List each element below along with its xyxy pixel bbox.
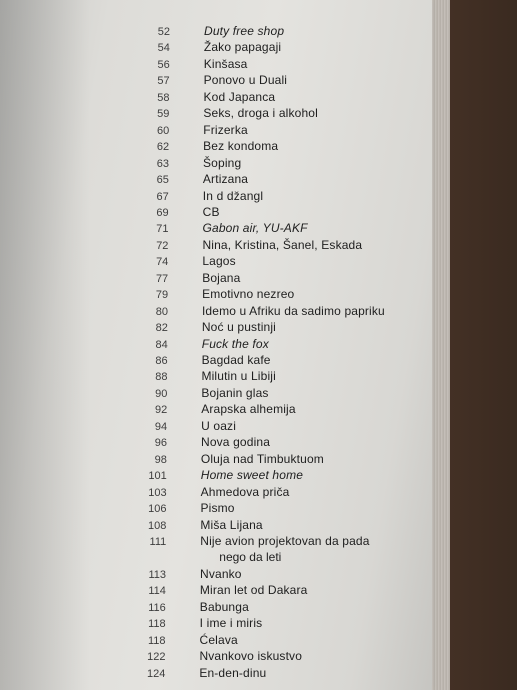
toc-page-number: 122 xyxy=(147,651,166,664)
toc-page-number: 77 xyxy=(155,272,169,285)
toc-chapter-title: En-den-dinu xyxy=(199,665,267,680)
toc-page-number: 57 xyxy=(157,75,170,88)
toc-page-number: 82 xyxy=(155,322,168,335)
toc-page-number: 72 xyxy=(156,239,169,252)
toc-page-number: 54 xyxy=(157,42,170,55)
toc-chapter-title: Miša Lijana xyxy=(200,517,263,532)
toc-chapter-title: Frizerka xyxy=(203,122,248,137)
toc-page-number: 65 xyxy=(156,174,169,187)
toc-page-number: 116 xyxy=(148,601,166,614)
toc-page-number: 118 xyxy=(148,618,166,631)
toc-chapter-title: Fuck the fox xyxy=(201,336,269,351)
toc-page-number: 113 xyxy=(148,568,167,581)
toc-page-number: 63 xyxy=(156,157,170,170)
toc-page-number: 114 xyxy=(148,585,166,598)
toc-chapter-title: Noć u pustinji xyxy=(201,320,276,335)
toc-chapter-title: Miran let od Dakara xyxy=(199,583,308,598)
toc-page-number: 60 xyxy=(157,124,170,137)
toc-chapter-title: Emotivno nezreo xyxy=(202,287,295,302)
toc-chapter-title: CB xyxy=(202,204,220,219)
toc-chapter-title: Pismo xyxy=(200,501,235,516)
toc-page-number: 118 xyxy=(148,634,166,647)
toc-page-number: 59 xyxy=(157,108,170,121)
toc-chapter-title: Idemo u Afriku da sadimo papriku xyxy=(201,303,385,318)
toc-chapter-title: U oazi xyxy=(201,418,237,433)
toc-chapter-title: Seks, droga i alkohol xyxy=(203,106,318,121)
toc-page-number: 101 xyxy=(148,470,167,483)
toc-page-number: 92 xyxy=(154,404,168,417)
toc-chapter-title: Bojanin glas xyxy=(201,385,269,400)
toc-page-number: 80 xyxy=(155,305,168,318)
toc-chapter-title-continuation: nego da leti xyxy=(219,550,282,565)
toc-chapter-title: Home sweet home xyxy=(200,468,304,483)
toc-chapter-title: Bez kondoma xyxy=(203,139,279,154)
toc-chapter-title: Ponovo u Duali xyxy=(203,73,288,88)
toc-page-number: 124 xyxy=(146,667,166,680)
toc-page-number: 86 xyxy=(155,355,168,367)
toc-chapter-title: Artizana xyxy=(202,172,249,187)
toc-page-number: 94 xyxy=(154,420,168,433)
toc-page-number: 74 xyxy=(156,256,169,269)
toc-page-number: 96 xyxy=(154,437,167,450)
toc-page-number: 111 xyxy=(149,535,167,548)
toc-chapter-title: Milutin u Libiji xyxy=(201,369,276,384)
toc-chapter-title: Nvanko xyxy=(200,566,242,581)
toc-page-number: 67 xyxy=(156,190,169,203)
toc-page-number: 52 xyxy=(157,26,170,38)
toc-page-number: 56 xyxy=(157,58,170,71)
toc-page-number: 58 xyxy=(157,91,170,104)
toc-page-number: 79 xyxy=(155,289,169,302)
toc-chapter-title: Ćelava xyxy=(199,632,238,647)
toc-chapter-title: Ahmedova priča xyxy=(200,484,290,499)
toc-chapter-title: Kinšasa xyxy=(203,56,248,71)
toc-page-number: 103 xyxy=(148,486,167,499)
toc-page-number: 88 xyxy=(155,371,168,384)
toc-page-number: 71 xyxy=(156,223,169,236)
toc-chapter-title: Žako papagaji xyxy=(203,40,282,55)
toc-chapter-title: Nova godina xyxy=(201,435,271,450)
toc-page-number: 90 xyxy=(155,387,168,400)
toc-chapter-title: Lagos xyxy=(202,254,236,269)
toc-page-number: 69 xyxy=(156,206,169,219)
page-stack-edge xyxy=(432,0,450,690)
toc-chapter-title: Kod Japanca xyxy=(203,89,276,104)
toc-chapter-title: Nije avion projektovan da pada xyxy=(200,533,370,548)
toc-page-number: 108 xyxy=(148,519,167,532)
toc-page-number: 62 xyxy=(156,141,170,154)
toc-chapter-title: Bojana xyxy=(202,270,241,285)
toc-chapter-title: Gabon air, YU-AKF xyxy=(202,221,308,236)
toc-chapter-title: In d džangl xyxy=(202,188,264,203)
toc-page-number: 84 xyxy=(155,338,168,351)
toc-chapter-title: Šoping xyxy=(203,155,242,170)
toc-chapter-title: Nina, Kristina, Šanel, Eskada xyxy=(202,237,363,252)
toc-chapter-title: Nvankovo iskustvo xyxy=(199,649,303,664)
toc-page-number: 106 xyxy=(148,503,167,516)
toc-chapter-title: Duty free shop xyxy=(204,24,285,38)
toc-chapter-title: Bagdad kafe xyxy=(201,353,271,367)
toc-chapter-title: I ime i miris xyxy=(199,616,263,631)
toc-chapter-title: Babunga xyxy=(199,599,249,614)
toc-chapter-title: Oluja nad Timbuktuom xyxy=(200,451,324,466)
toc-page-number: 98 xyxy=(154,453,167,466)
toc-chapter-title: Arapska alhemija xyxy=(201,402,296,417)
